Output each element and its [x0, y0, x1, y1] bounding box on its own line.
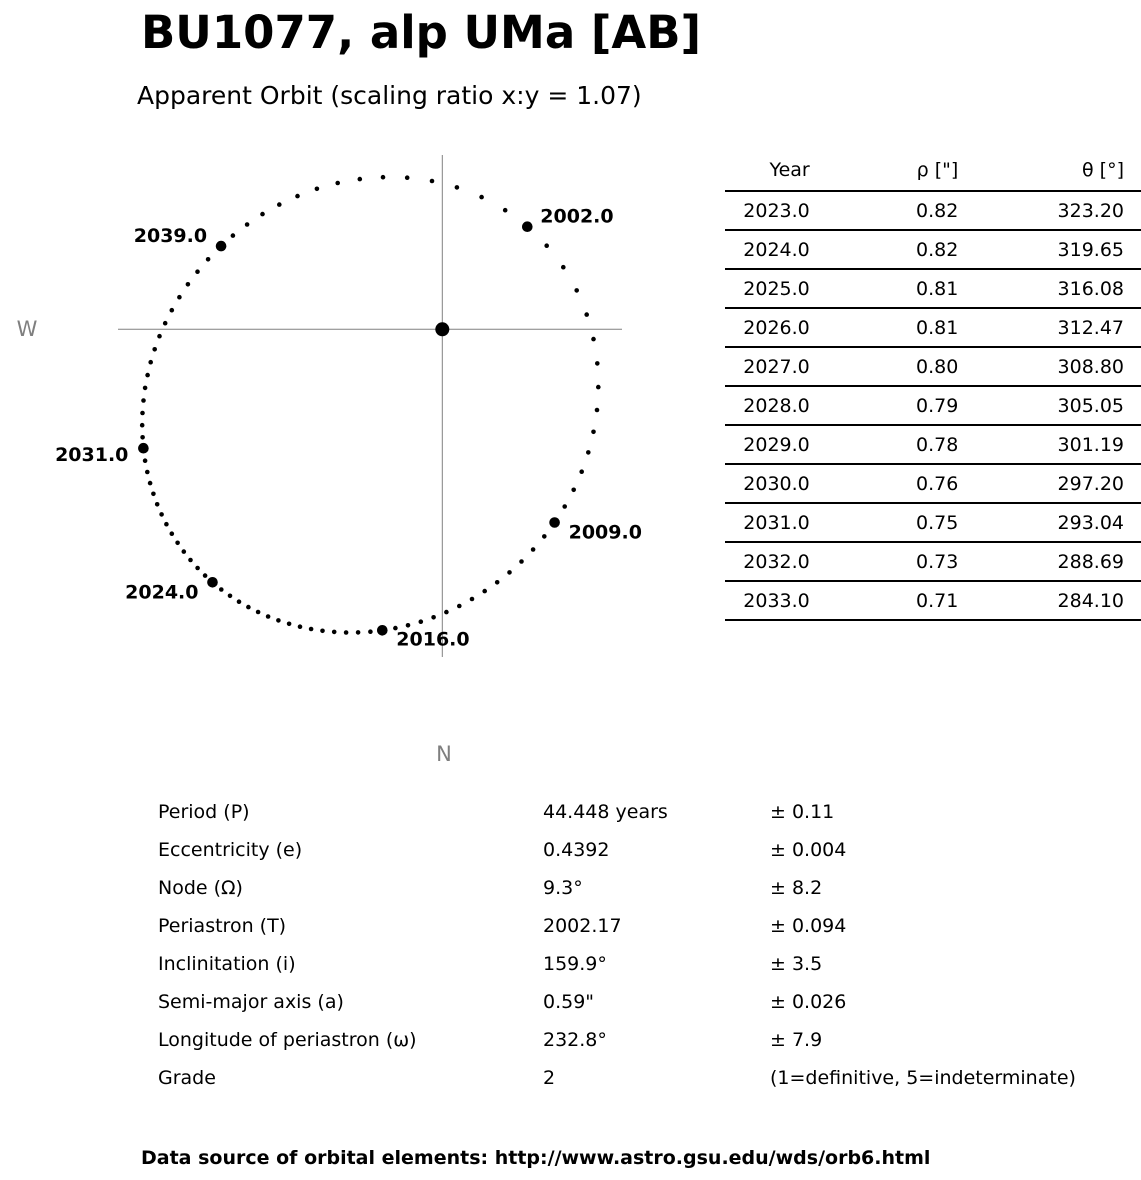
ephemeris-row	[725, 386, 1141, 425]
orbit-dot	[157, 334, 162, 339]
orbital-element-label: Period (P)	[158, 801, 250, 823]
ephemeris-row	[725, 503, 1141, 542]
orbit-dot	[182, 549, 187, 554]
orbital-element-row	[0, 945, 1141, 983]
ephemeris-cell: 2027.0	[725, 347, 810, 386]
orbit-year-dot	[138, 443, 149, 454]
orbit-dot	[152, 347, 157, 352]
orbit-dot	[358, 177, 363, 182]
orbit-dot	[444, 610, 449, 615]
orbital-element-error: ± 8.2	[770, 877, 823, 899]
ephemeris-cell: 297.20	[958, 464, 1141, 503]
orbit-dot	[368, 629, 373, 634]
orbit-dot	[562, 504, 567, 509]
orbital-element-row	[0, 869, 1141, 907]
orbital-element-label: Grade	[158, 1067, 216, 1089]
orbit-dot	[470, 597, 475, 602]
ephemeris-row	[725, 191, 1141, 230]
orbit-dot	[406, 623, 411, 628]
orbit-dot	[544, 243, 549, 248]
ephemeris-column-header: Year	[725, 150, 810, 191]
orbit-dot	[344, 630, 349, 635]
ephemeris-cell: 2033.0	[725, 581, 810, 620]
orbit-dot	[256, 610, 261, 615]
orbital-element-value: 2002.17	[543, 915, 622, 937]
ephemeris-cell: 0.82	[810, 230, 959, 269]
orbit-dot	[574, 288, 579, 293]
orbit-dot	[315, 187, 320, 192]
ephemeris-row	[725, 347, 1141, 386]
ephemeris-cell: 2024.0	[725, 230, 810, 269]
ephemeris-header-row	[725, 150, 1141, 191]
ephemeris-cell: 0.80	[810, 347, 959, 386]
orbital-element-value: 232.8°	[543, 1029, 607, 1051]
orbit-dot	[584, 312, 589, 317]
ephemeris-cell: 288.69	[958, 542, 1141, 581]
orbit-year-label: 2002.0	[540, 205, 614, 228]
ephemeris-column-header: θ [°]	[958, 150, 1141, 191]
orbital-element-row	[0, 1059, 1141, 1097]
ephemeris-cell: 301.19	[958, 425, 1141, 464]
orbital-element-value: 0.59"	[543, 991, 595, 1013]
orbit-dot	[332, 630, 337, 635]
orbital-element-label: Semi-major axis (a)	[158, 991, 344, 1013]
orbit-dot	[195, 566, 200, 571]
orbit-dot	[419, 619, 424, 624]
orbit-dot	[571, 488, 576, 493]
orbit-dot	[455, 185, 460, 190]
orbit-dot	[195, 269, 200, 274]
ephemeris-cell: 0.78	[810, 425, 959, 464]
ephemeris-cell: 308.80	[958, 347, 1141, 386]
ephemeris-cell: 2023.0	[725, 191, 810, 230]
orbit-dot	[141, 398, 146, 403]
orbit-dot	[276, 618, 281, 623]
orbital-element-error: ± 0.094	[770, 915, 847, 937]
orbit-dot	[206, 257, 211, 262]
orbit-dot	[203, 573, 208, 578]
orbit-dot	[186, 282, 191, 287]
orbit-dot	[163, 321, 168, 326]
ephemeris-cell: 0.76	[810, 464, 959, 503]
ephemeris-cell: 323.20	[958, 191, 1141, 230]
orbit-year-label: 2024.0	[125, 581, 199, 604]
orbital-element-row	[0, 831, 1141, 869]
orbit-dot	[219, 587, 224, 592]
ephemeris-cell: 0.75	[810, 503, 959, 542]
ephemeris-cell: 0.79	[810, 386, 959, 425]
orbital-element-value: 0.4392	[543, 839, 610, 861]
orbit-dot	[579, 469, 584, 474]
orbit-dot	[430, 179, 435, 184]
orbital-element-value: 2	[543, 1067, 556, 1089]
ephemeris-cell: 0.73	[810, 542, 959, 581]
orbit-year-dot	[522, 221, 533, 232]
ephemeris-row	[725, 542, 1141, 581]
orbit-dot	[482, 589, 487, 594]
orbit-dot	[164, 522, 169, 527]
orbit-year-dot	[207, 577, 218, 588]
orbital-element-error: (1=definitive, 5=indeterminate)	[770, 1067, 1076, 1089]
north-label: N	[436, 742, 452, 766]
orbital-element-value: 159.9°	[543, 953, 607, 975]
orbit-year-label: 2031.0	[55, 444, 129, 467]
orbit-dot	[260, 212, 265, 217]
orbit-dot	[531, 547, 536, 552]
orbit-dot	[175, 541, 180, 546]
west-label: W	[16, 317, 38, 341]
orbital-element-label: Node (Ω)	[158, 877, 243, 899]
orbital-element-error: ± 0.026	[770, 991, 847, 1013]
orbital-element-row	[0, 907, 1141, 945]
orbit-dot	[595, 361, 600, 366]
orbit-dot	[503, 208, 508, 213]
orbit-year-dot	[216, 241, 227, 252]
orbit-dot	[519, 559, 524, 564]
orbit-year-label: 2039.0	[133, 225, 208, 248]
ephemeris-cell: 2031.0	[725, 503, 810, 542]
ephemeris-cell: 319.65	[958, 230, 1141, 269]
orbit-dot	[431, 615, 436, 620]
orbit-dot	[228, 594, 233, 599]
orbit-dot	[145, 470, 150, 475]
orbit-dot	[170, 531, 175, 536]
orbit-dot	[266, 614, 271, 619]
orbit-dot	[246, 605, 251, 610]
ephemeris-row	[725, 464, 1141, 503]
ephemeris-cell: 316.08	[958, 269, 1141, 308]
ephemeris-cell: 312.47	[958, 308, 1141, 347]
ephemeris-cell: 293.04	[958, 503, 1141, 542]
ephemeris-row	[725, 308, 1141, 347]
orbital-element-label: Periastron (T)	[158, 915, 287, 937]
orbit-dot	[151, 492, 156, 497]
ephemeris-cell: 0.81	[810, 269, 959, 308]
orbital-element-row	[0, 983, 1141, 1021]
orbit-dot	[591, 430, 596, 435]
orbital-element-error: ± 3.5	[770, 953, 823, 975]
orbit-year-dot	[549, 517, 560, 528]
orbit-dot	[245, 222, 250, 227]
orbit-dot	[381, 175, 386, 180]
ephemeris-cell: 2029.0	[725, 425, 810, 464]
ephemeris-cell: 0.82	[810, 191, 959, 230]
orbit-dot	[188, 558, 193, 563]
orbit-dot	[542, 534, 547, 539]
orbit-dot	[479, 195, 484, 200]
orbit-dot	[143, 386, 148, 391]
orbit-dot	[159, 512, 164, 517]
orbit-dot	[320, 629, 325, 634]
ephemeris-cell: 0.81	[810, 308, 959, 347]
orbit-dot	[457, 604, 462, 609]
orbital-element-error: ± 0.004	[770, 839, 847, 861]
orbit-dot	[586, 450, 591, 455]
ephemeris-cell: 2025.0	[725, 269, 810, 308]
ephemeris-row	[725, 581, 1141, 620]
ephemeris-table	[725, 150, 1141, 621]
orbit-dot	[287, 622, 292, 627]
orbit-dot	[231, 233, 236, 238]
orbit-dot	[277, 202, 282, 207]
primary-star-dot	[435, 322, 449, 336]
orbit-dot	[140, 423, 145, 428]
orbital-element-row	[0, 1021, 1141, 1059]
orbital-element-value: 44.448 years	[543, 801, 668, 823]
page-subtitle: Apparent Orbit (scaling ratio x:y = 1.07)	[137, 81, 642, 110]
orbit-year-label: 2009.0	[568, 521, 642, 544]
orbit-dots-group	[55, 175, 642, 650]
ephemeris-cell: 2032.0	[725, 542, 810, 581]
orbit-dot	[140, 435, 145, 440]
ephemeris-column-header: ρ ["]	[810, 150, 959, 191]
orbital-element-value: 9.3°	[543, 877, 583, 899]
orbit-dot	[507, 570, 512, 575]
orbit-dot	[405, 175, 410, 180]
orbital-element-error: ± 0.11	[770, 801, 835, 823]
orbital-element-label: Inclinitation (i)	[158, 953, 296, 975]
ephemeris-cell: 284.10	[958, 581, 1141, 620]
ephemeris-cell: 0.71	[810, 581, 959, 620]
orbit-dot	[595, 408, 600, 413]
orbit-year-dot	[377, 625, 388, 636]
orbit-dot	[309, 627, 314, 632]
orbit-dot	[155, 502, 160, 507]
page-title: BU1077, alp UMa [AB]	[141, 6, 702, 59]
orbital-element-label: Eccentricity (e)	[158, 839, 303, 861]
orbit-year-label: 2016.0	[396, 628, 470, 651]
orbit-dot	[148, 481, 153, 486]
ephemeris-row	[725, 269, 1141, 308]
orbit-dot	[298, 624, 303, 629]
orbit-dot	[145, 373, 150, 378]
orbit-dot	[140, 411, 145, 416]
ephemeris-row	[725, 425, 1141, 464]
orbital-element-row	[0, 793, 1141, 831]
ephemeris-row	[725, 230, 1141, 269]
orbit-dot	[170, 308, 175, 313]
orbit-dot	[356, 630, 361, 635]
orbit-dot	[295, 194, 300, 199]
orbit-dot	[177, 295, 182, 300]
orbit-dot	[561, 265, 566, 270]
orbital-elements-list	[0, 793, 1141, 1097]
ephemeris-cell: 305.05	[958, 386, 1141, 425]
orbit-dot	[596, 385, 601, 390]
ephemeris-cell: 2028.0	[725, 386, 810, 425]
orbit-dot	[148, 360, 153, 365]
orbit-dot	[237, 599, 242, 604]
orbit-dot	[495, 580, 500, 585]
orbital-element-label: Longitude of periastron (ω)	[158, 1029, 417, 1051]
orbital-element-error: ± 7.9	[770, 1029, 823, 1051]
data-source-footer: Data source of orbital elements: http://www.astro.gsu.edu/wds/orb6.html	[141, 1147, 931, 1169]
orbit-dot	[335, 181, 340, 186]
orbit-dot	[591, 337, 596, 342]
ephemeris-cell: 2026.0	[725, 308, 810, 347]
ephemeris-cell: 2030.0	[725, 464, 810, 503]
orbit-dot	[143, 458, 148, 463]
